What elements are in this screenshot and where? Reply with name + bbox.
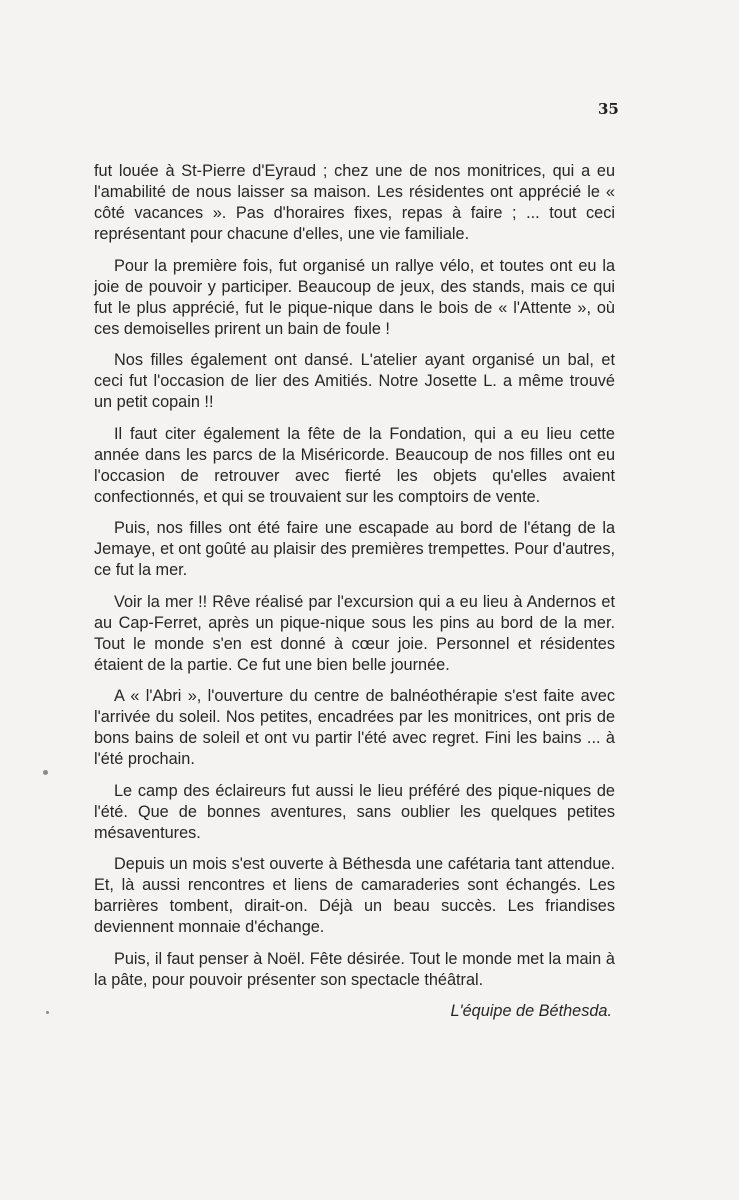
- paragraph: A « l'Abri », l'ouverture du centre de balnéothérapie s'est faite avec l'arrivée du soleil. Nos petites, encadrées par les monitrices, ont pris de bons bains de soleil et ont vu partir l'été avec regret. Fini les bains ... à l'été prochain.: [94, 687, 615, 768]
- paragraph: Puis, nos filles ont été faire une escapade au bord de l'étang de la Jemaye, et ont goûté au plaisir des premières trempettes. Pour d'autres, ce fut la mer.: [94, 519, 615, 579]
- paragraph: fut louée à St-Pierre d'Eyraud ; chez une de nos monitrices, qui a eu l'amabilité de nous laisser sa maison. Les résidentes ont apprécié le « côté vacances ». Pas d'horaires fixes, repas à faire ; ... tout ceci représentant pour chacune d'elles, une vie familiale.: [94, 162, 615, 243]
- paper-speck: [43, 770, 48, 775]
- paragraph: Depuis un mois s'est ouverte à Béthesda une cafétaria tant attendue. Et, là aussi rencontres et liens de camaraderies sont échangés. Les barrières tombent, dirait-on. Déjà un beau succès. Les friandises deviennent monnaie d'échange.: [94, 855, 615, 936]
- paragraph: Il faut citer également la fête de la Fondation, qui a eu lieu cette année dans les parcs de la Miséricorde. Beaucoup de nos filles ont eu l'occasion de retrouver avec fierté les objets qu'elles avaient confectionnés, et qui se trouvaient sur les comptoirs de vente.: [94, 424, 615, 506]
- text-body: [94, 161, 615, 1022]
- paragraph: Pour la première fois, fut organisé un rallye vélo, et toutes ont eu la joie de pouvoir y participer. Beaucoup de jeux, des stands, mais ce qui fut le plus apprécié, fut le pique-nique dans le bois de « l'Attente », où ces demoiselles prirent un bain de foule !: [94, 256, 615, 338]
- signature: L'équipe de Béthesda.: [450, 1002, 612, 1020]
- page-number: 35: [598, 100, 619, 118]
- paragraph: Nos filles également ont dansé. L'atelier ayant organisé un bal, et ceci fut l'occasion de lier des Amitiés. Notre Josette L. a même trouvé un petit copain !!: [94, 351, 615, 411]
- paragraph: Le camp des éclaireurs fut aussi le lieu préféré des pique-niques de l'été. Que de bonnes aventures, sans oublier les quelques petites mésaventures.: [94, 781, 615, 842]
- paragraph: Voir la mer !! Rêve réalisé par l'excursion qui a eu lieu à Andernos et au Cap-Ferret, après un pique-nique sous les pins au bord de la mer. Tout le monde s'en est donné à cœur joie. Personnel et résidentes étaient de la partie. Ce fut une bien belle journée.: [94, 592, 615, 674]
- paper-speck: [46, 1011, 49, 1014]
- paragraph: Puis, il faut penser à Noël. Fête désirée. Tout le monde met la main à la pâte, pour pouvoir présenter son spectacle théâtral.: [94, 949, 615, 989]
